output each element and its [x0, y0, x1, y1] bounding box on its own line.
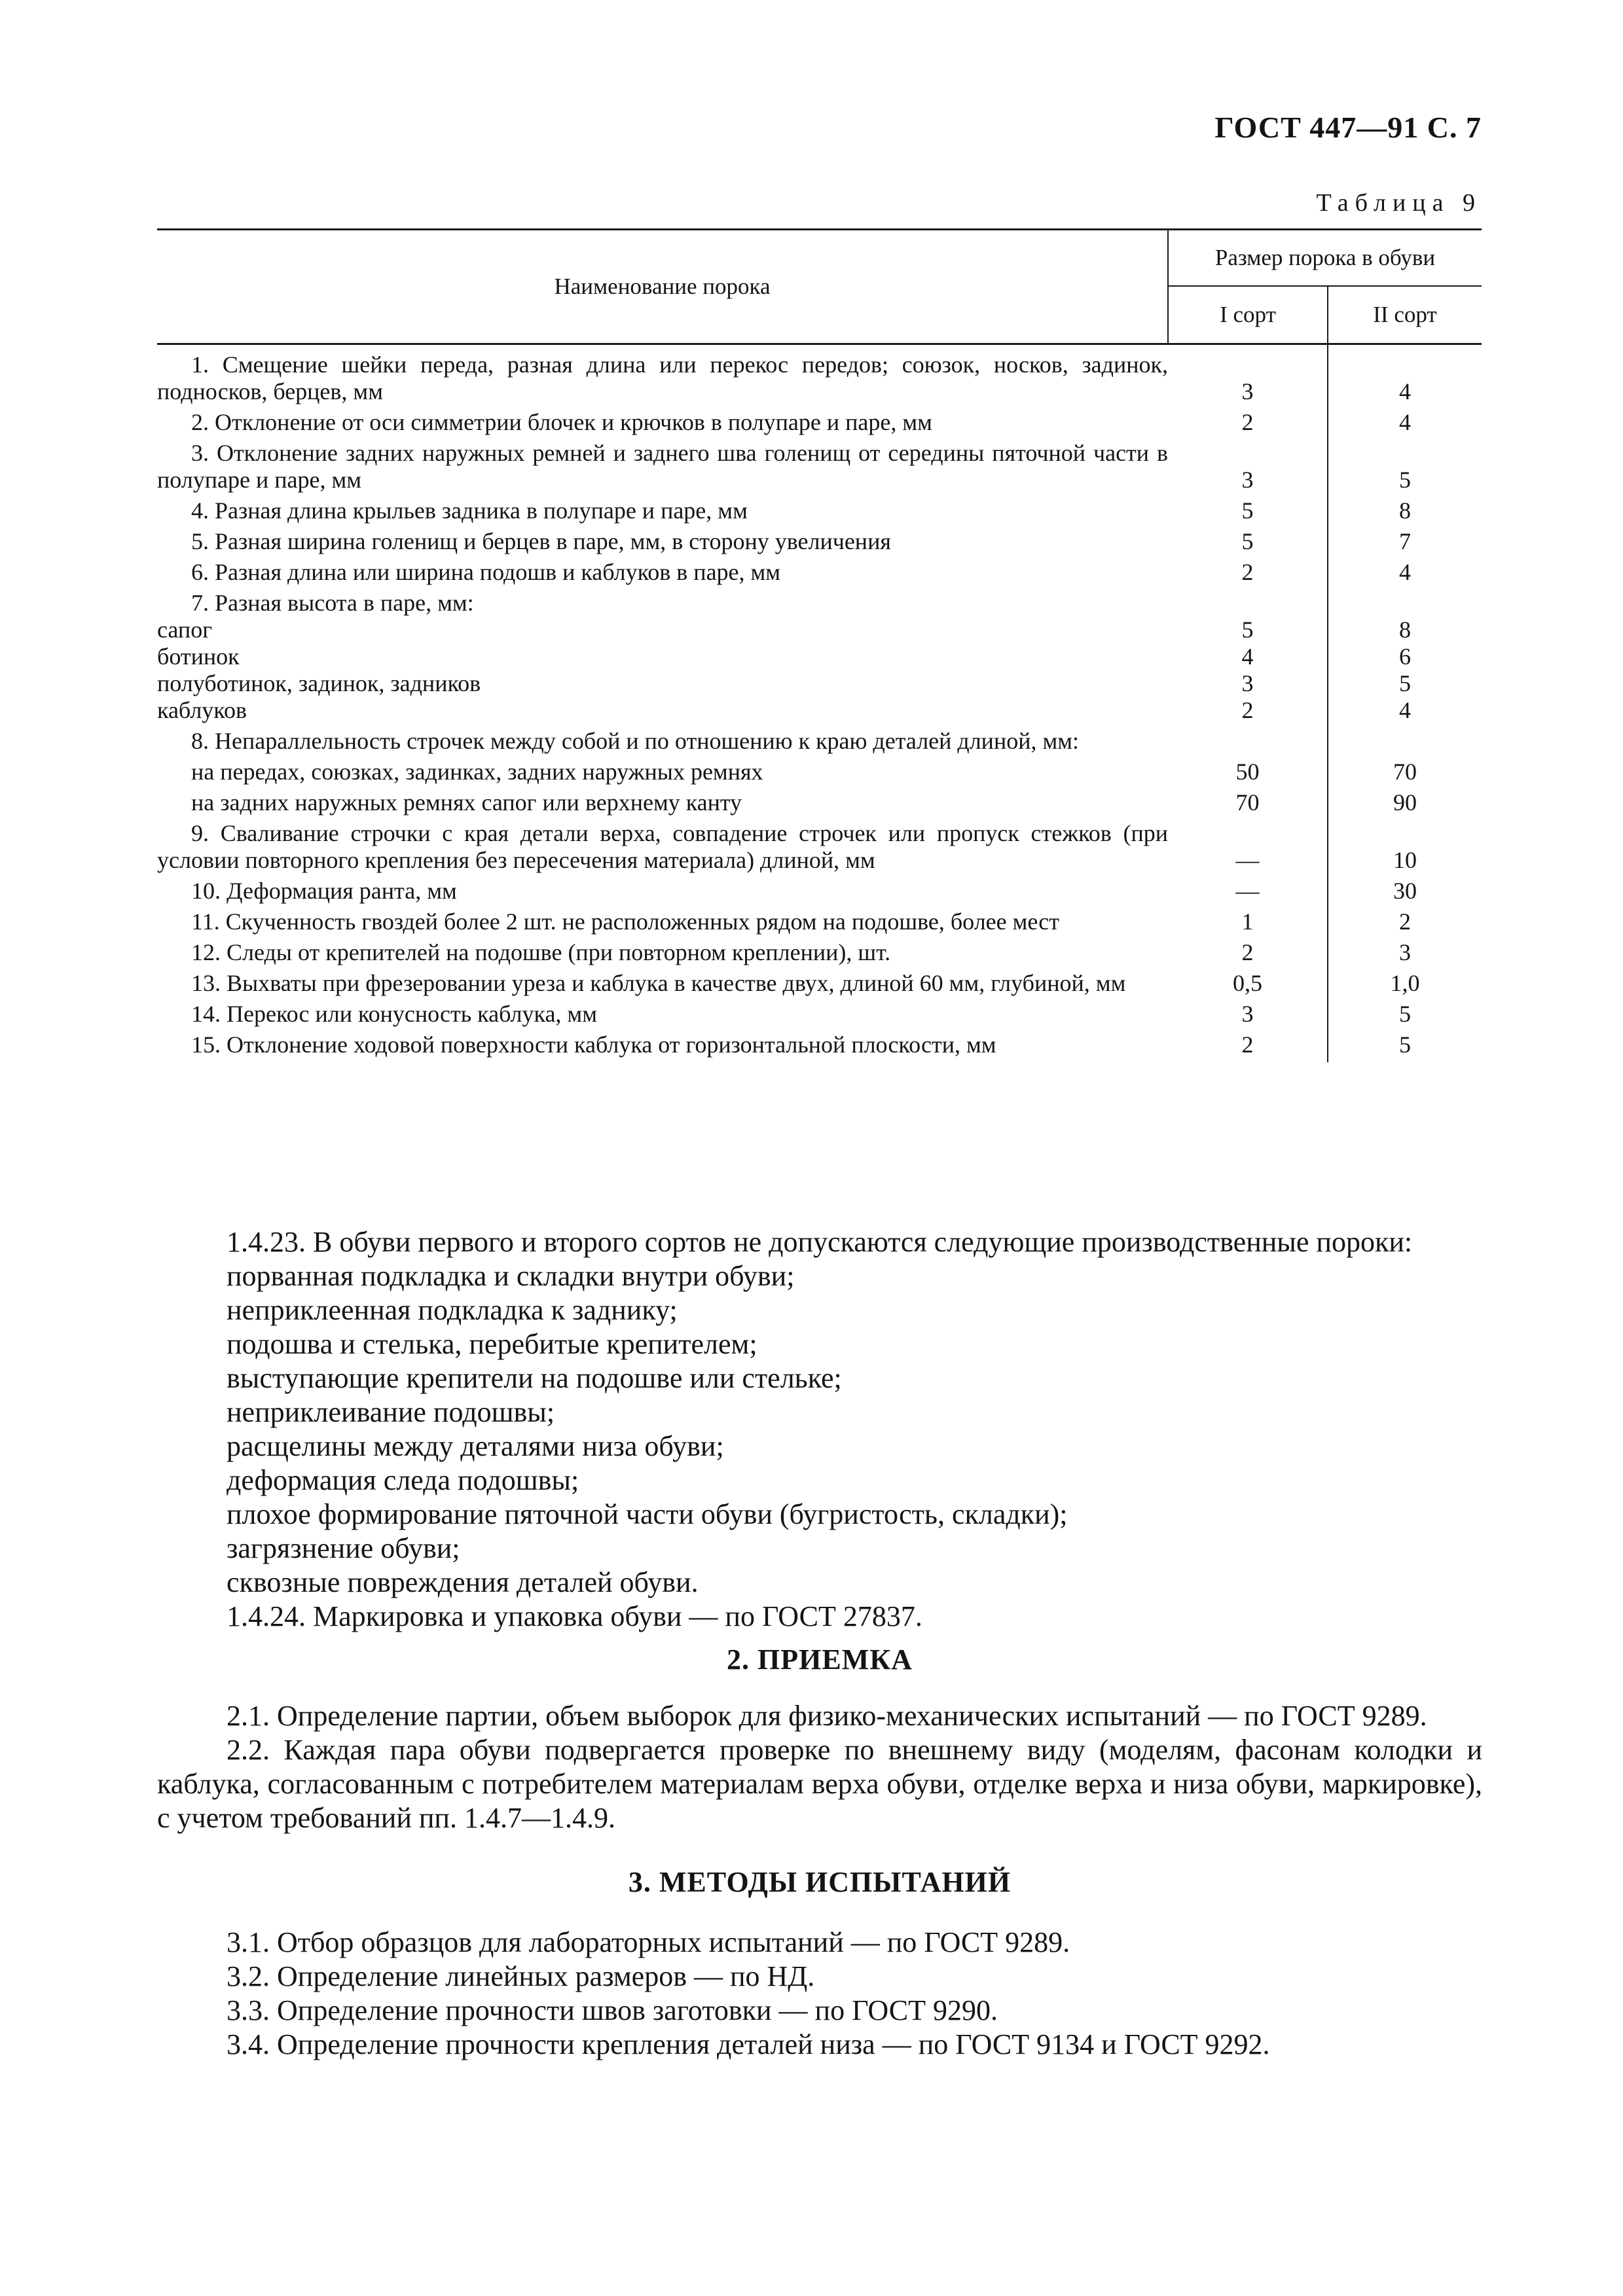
paragraph-2-2: 2.2. Каждая пара обуви подвергается проверке по внешнему виду (моделям, фасонам колодки и каблука, согласованным с потребителем материалам верха обуви, отделке верха и низа обуви, маркировке), с учетом требований пп. 1.4.7—1.4.9. — [157, 1734, 1482, 1834]
list-item: расщелины между деталями низа обуви; — [227, 1430, 724, 1462]
table-label: Таблица 9 — [1316, 189, 1482, 217]
grade-2-value: 5 — [1399, 670, 1411, 696]
defect-description: 12. Следы от крепителей на подошве (при повторном креплении), шт. — [191, 939, 891, 965]
table-row — [157, 820, 1482, 878]
defect-text: 1. Смещение шейки переда, разная длина или перекос передов; союзок, носков, задинок, подносков, берцев, мм — [157, 351, 1168, 404]
list-item: плохое формирование пяточной части обуви (бугристость, складки); — [227, 1498, 1068, 1530]
paragraph-intro: 1.4.23. В обуви первого и второго сортов не допускаются следующие производственные пороки: — [227, 1226, 1413, 1258]
table-row — [157, 497, 1482, 528]
table-row — [157, 643, 1482, 670]
grade-2-value: 4 — [1399, 559, 1411, 585]
defect-sub-item: ботинок — [157, 643, 240, 670]
page-header: ГОСТ 447—91 С. 7 — [1214, 111, 1482, 144]
grade-1-value — [1168, 728, 1328, 759]
column-header-defect-name: Наименование порока — [157, 230, 1168, 344]
list-item: 3.3. Определение прочности швов заготовки — по ГОСТ 9290. — [227, 1994, 998, 2026]
grade-2-value: 90 — [1393, 789, 1417, 816]
grade-2-value: 8 — [1399, 617, 1411, 643]
grade-1-value: 50 — [1168, 759, 1328, 789]
table-row — [157, 617, 1482, 643]
grade-1-value — [1168, 590, 1328, 617]
table-row — [157, 878, 1482, 908]
table-row — [157, 590, 1482, 617]
list-item: выступающие крепители на подошве или стельке; — [227, 1362, 842, 1394]
table-body — [157, 344, 1482, 1063]
defect-description: 13. Выхваты при фрезеровании уреза и каблука в качестве двух, длиной 60 мм, глубиной, мм — [191, 970, 1126, 996]
table-row — [157, 789, 1482, 820]
grade-1-value: 5 — [1168, 528, 1328, 559]
grade-2-value: 2 — [1399, 908, 1411, 935]
defect-sub-item: каблуков — [157, 697, 247, 723]
list-item: неприклеивание подошвы; — [227, 1396, 555, 1428]
table-row — [157, 440, 1482, 497]
paragraph-1-4-23 — [157, 1225, 1482, 1634]
section-acceptance-body — [157, 1699, 1482, 1835]
grade-2-value: 5 — [1399, 1001, 1411, 1027]
grade-1-value: 2 — [1168, 409, 1328, 440]
defect-sub-item: на задних наружных ремнях сапог или верхнему канту — [191, 789, 742, 816]
grade-2-value — [1328, 590, 1482, 617]
grade-1-value: 70 — [1168, 789, 1328, 820]
grade-2-value: 4 — [1399, 409, 1411, 435]
section-title-test-methods: 3. МЕТОДЫ ИСПЫТАНИЙ — [628, 1866, 1012, 1898]
list-item: порванная подкладка и складки внутри обуви; — [227, 1260, 795, 1292]
list-item: 3.1. Отбор образцов для лабораторных испытаний — по ГОСТ 9289. — [227, 1926, 1070, 1958]
grade-2-value: 5 — [1399, 467, 1411, 493]
defect-description: 4. Разная длина крыльев задника в полупаре и паре, мм — [191, 497, 748, 524]
defect-sub-item: на передах, союзках, задинках, задних наружных ремнях — [191, 759, 763, 785]
section-title-acceptance: 2. ПРИЕМКА — [727, 1643, 913, 1676]
grade-1-value: 2 — [1168, 559, 1328, 590]
grade-1-value: 4 — [1168, 643, 1328, 670]
defect-description — [157, 344, 1168, 410]
defect-description: 8. Непараллельность строчек между собой и по отношению к краю деталей длиной, мм: — [191, 728, 1080, 754]
defect-description: 3. Отклонение задних наружных ремней и заднего шва голенищ от середины пяточной части в полупаре и паре, мм — [157, 440, 1168, 493]
list-item: сквозные повреждения деталей обуви. — [227, 1566, 699, 1598]
grade-1-value: 2 — [1168, 1031, 1328, 1062]
grade-2-value: 8 — [1399, 497, 1411, 524]
grade-1-value: 5 — [1168, 617, 1328, 643]
defects-table — [157, 228, 1482, 1062]
defect-description: 11. Скученность гвоздей более 2 шт. не расположенных рядом на подошве, более мест — [191, 908, 1059, 935]
table-row — [157, 344, 1482, 410]
grade-2-value: 30 — [1393, 878, 1417, 904]
grade-1-value: — — [1168, 820, 1328, 878]
defect-description: 14. Перекос или конусность каблука, мм — [191, 1001, 597, 1027]
list-item: загрязнение обуви; — [227, 1532, 460, 1564]
list-item: 3.4. Определение прочности крепления деталей низа — по ГОСТ 9134 и ГОСТ 9292. — [227, 2028, 1270, 2060]
grade-2-value: 7 — [1399, 528, 1411, 554]
table-row — [157, 908, 1482, 939]
grade-2-value: 4 — [1399, 378, 1411, 404]
defect-description: 5. Разная ширина голенищ и берцев в паре, мм, в сторону увеличения — [191, 528, 891, 554]
grade-2-value: 3 — [1399, 939, 1411, 965]
column-header-grade-2: II сорт — [1328, 286, 1482, 344]
grade-2-value: 70 — [1393, 759, 1417, 785]
grade-2-value — [1328, 728, 1482, 759]
table-row — [157, 728, 1482, 759]
defect-description: 2. Отклонение от оси симметрии блочек и крючков в полупаре и паре, мм — [191, 409, 932, 435]
column-header-grade-1: I сорт — [1168, 286, 1328, 344]
paragraph-2-1: 2.1. Определение партии, объем выборок для физико-механических испытаний — по ГОСТ 9289. — [227, 1700, 1427, 1732]
paragraph-1-4-24: 1.4.24. Маркировка и упаковка обуви — по ГОСТ 27837. — [227, 1600, 922, 1632]
grade-2-value: 5 — [1399, 1031, 1411, 1058]
defect-sub-item: сапог — [157, 617, 212, 643]
grade-2-value: 4 — [1399, 697, 1411, 723]
grade-1-value: 3 — [1168, 440, 1328, 497]
table-row — [157, 759, 1482, 789]
list-item: деформация следа подошвы; — [227, 1464, 579, 1496]
section-test-methods-body — [157, 1926, 1482, 2062]
grade-1-value: 3 — [1168, 1001, 1328, 1031]
defect-description: 10. Деформация ранта, мм — [191, 878, 457, 904]
grade-1-value: 2 — [1168, 939, 1328, 970]
grade-1-value: 3 — [1168, 670, 1328, 697]
grade-1-value: 1 — [1168, 908, 1328, 939]
defect-sub-item: полуботинок, задинок, задников — [157, 670, 481, 696]
table-row — [157, 670, 1482, 697]
defect-description: 9. Сваливание строчки с края детали верха, совпадение строчек или пропуск стежков (при условии повторного крепления без пересечения материала) длиной, мм — [157, 820, 1168, 873]
list-item: неприклеенная подкладка к заднику; — [227, 1294, 678, 1326]
grade-1-value: 5 — [1168, 497, 1328, 528]
grade-2-value: 6 — [1399, 643, 1411, 670]
list-item: 3.2. Определение линейных размеров — по НД. — [227, 1960, 815, 1992]
grade-1-value: 2 — [1168, 697, 1328, 728]
table-header — [157, 230, 1482, 344]
table-row — [157, 559, 1482, 590]
grade-1-value: 3 — [1168, 344, 1328, 410]
table-row — [157, 1031, 1482, 1062]
grade-2-value: 10 — [1393, 847, 1417, 873]
list-item: подошва и стелька, перебитые крепителем; — [227, 1328, 757, 1360]
grade-2-value: 1,0 — [1390, 970, 1420, 996]
defect-description: 7. Разная высота в паре, мм: — [191, 590, 474, 616]
table-row — [157, 939, 1482, 970]
grade-1-value: — — [1168, 878, 1328, 908]
table-row — [157, 528, 1482, 559]
column-header-defect-size: Размер порока в обуви — [1168, 230, 1482, 287]
defect-description: 15. Отклонение ходовой поверхности каблука от горизонтальной плоскости, мм — [191, 1031, 996, 1058]
table-row — [157, 697, 1482, 728]
grade-1-value: 0,5 — [1168, 970, 1328, 1001]
table-row — [157, 409, 1482, 440]
table-row — [157, 970, 1482, 1001]
defect-description: 6. Разная длина или ширина подошв и каблуков в паре, мм — [191, 559, 781, 585]
table-row — [157, 1001, 1482, 1031]
